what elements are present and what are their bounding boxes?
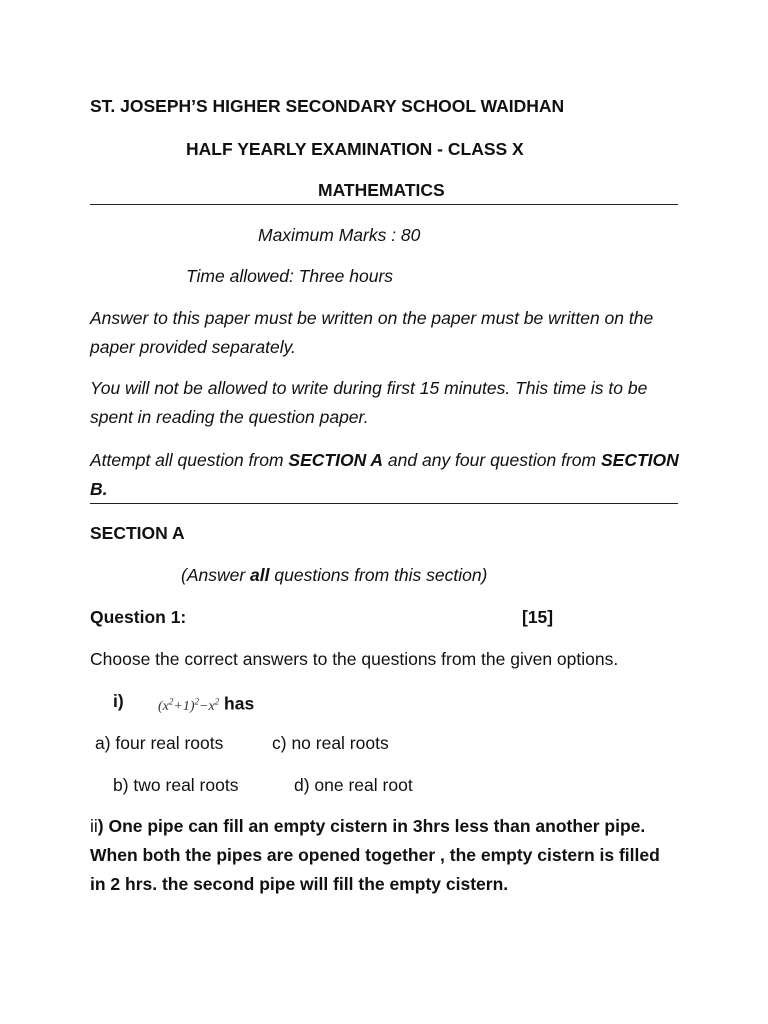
instruction-3-section-b: SECTION B. (90, 450, 679, 499)
section-a-note-all: all (250, 565, 270, 585)
section-a-note-open: (Answer (181, 565, 251, 585)
instruction-3-section-a: SECTION A (288, 450, 384, 470)
option-b: b) two real roots (113, 775, 239, 795)
sub-question-ii-label: ii (90, 816, 98, 836)
section-a-title: SECTION A (90, 523, 185, 543)
instruction-3-text: Attempt all question from (90, 450, 289, 470)
header-divider (90, 204, 678, 205)
exam-title: HALF YEARLY EXAMINATION - CLASS X (186, 139, 524, 159)
subject-title: MATHEMATICS (318, 180, 445, 200)
option-d: d) one real root (294, 775, 413, 795)
sub-question-ii (90, 812, 680, 899)
question-1-prompt: Choose the correct answers to the questions from the given options. (90, 649, 619, 669)
instruction-3 (90, 446, 680, 504)
question-1-marks: [15] (522, 607, 554, 627)
sub-question-ii-text: ) One pipe can fill an empty cistern in 3hrs less than another pipe. When both the pipes are opened together , the empty cistern is filled in 2 hrs. the second pipe will fill the empty cistern. (90, 816, 660, 894)
sub-question-i-label: i) (113, 691, 124, 711)
instruction-3-text-2: and any four question from (383, 450, 601, 470)
section-a-note (181, 564, 487, 586)
sub-question-i-expression (158, 690, 254, 718)
section-a-note-rest: questions from this section) (269, 565, 488, 585)
instruction-1: Answer to this paper must be written on the paper must be written on the paper provided separately. (90, 308, 654, 357)
math-expression: $(x^2+1)^2-x^2$ (158, 696, 220, 714)
instruction-2: You will not be allowed to write during first 15 minutes. This time is to be spent in reading the question paper. (90, 378, 648, 427)
instructions-divider (90, 503, 678, 504)
max-marks: Maximum Marks : 80 (258, 225, 421, 245)
time-allowed: Time allowed: Three hours (186, 266, 394, 286)
school-name: ST. JOSEPH’S HIGHER SECONDARY SCHOOL WAIDHAN (90, 96, 565, 116)
option-c: c) no real roots (272, 733, 389, 753)
sub-question-i-has: has (224, 693, 255, 714)
question-1-label: Question 1: (90, 607, 187, 627)
option-a: a) four real roots (95, 733, 224, 753)
